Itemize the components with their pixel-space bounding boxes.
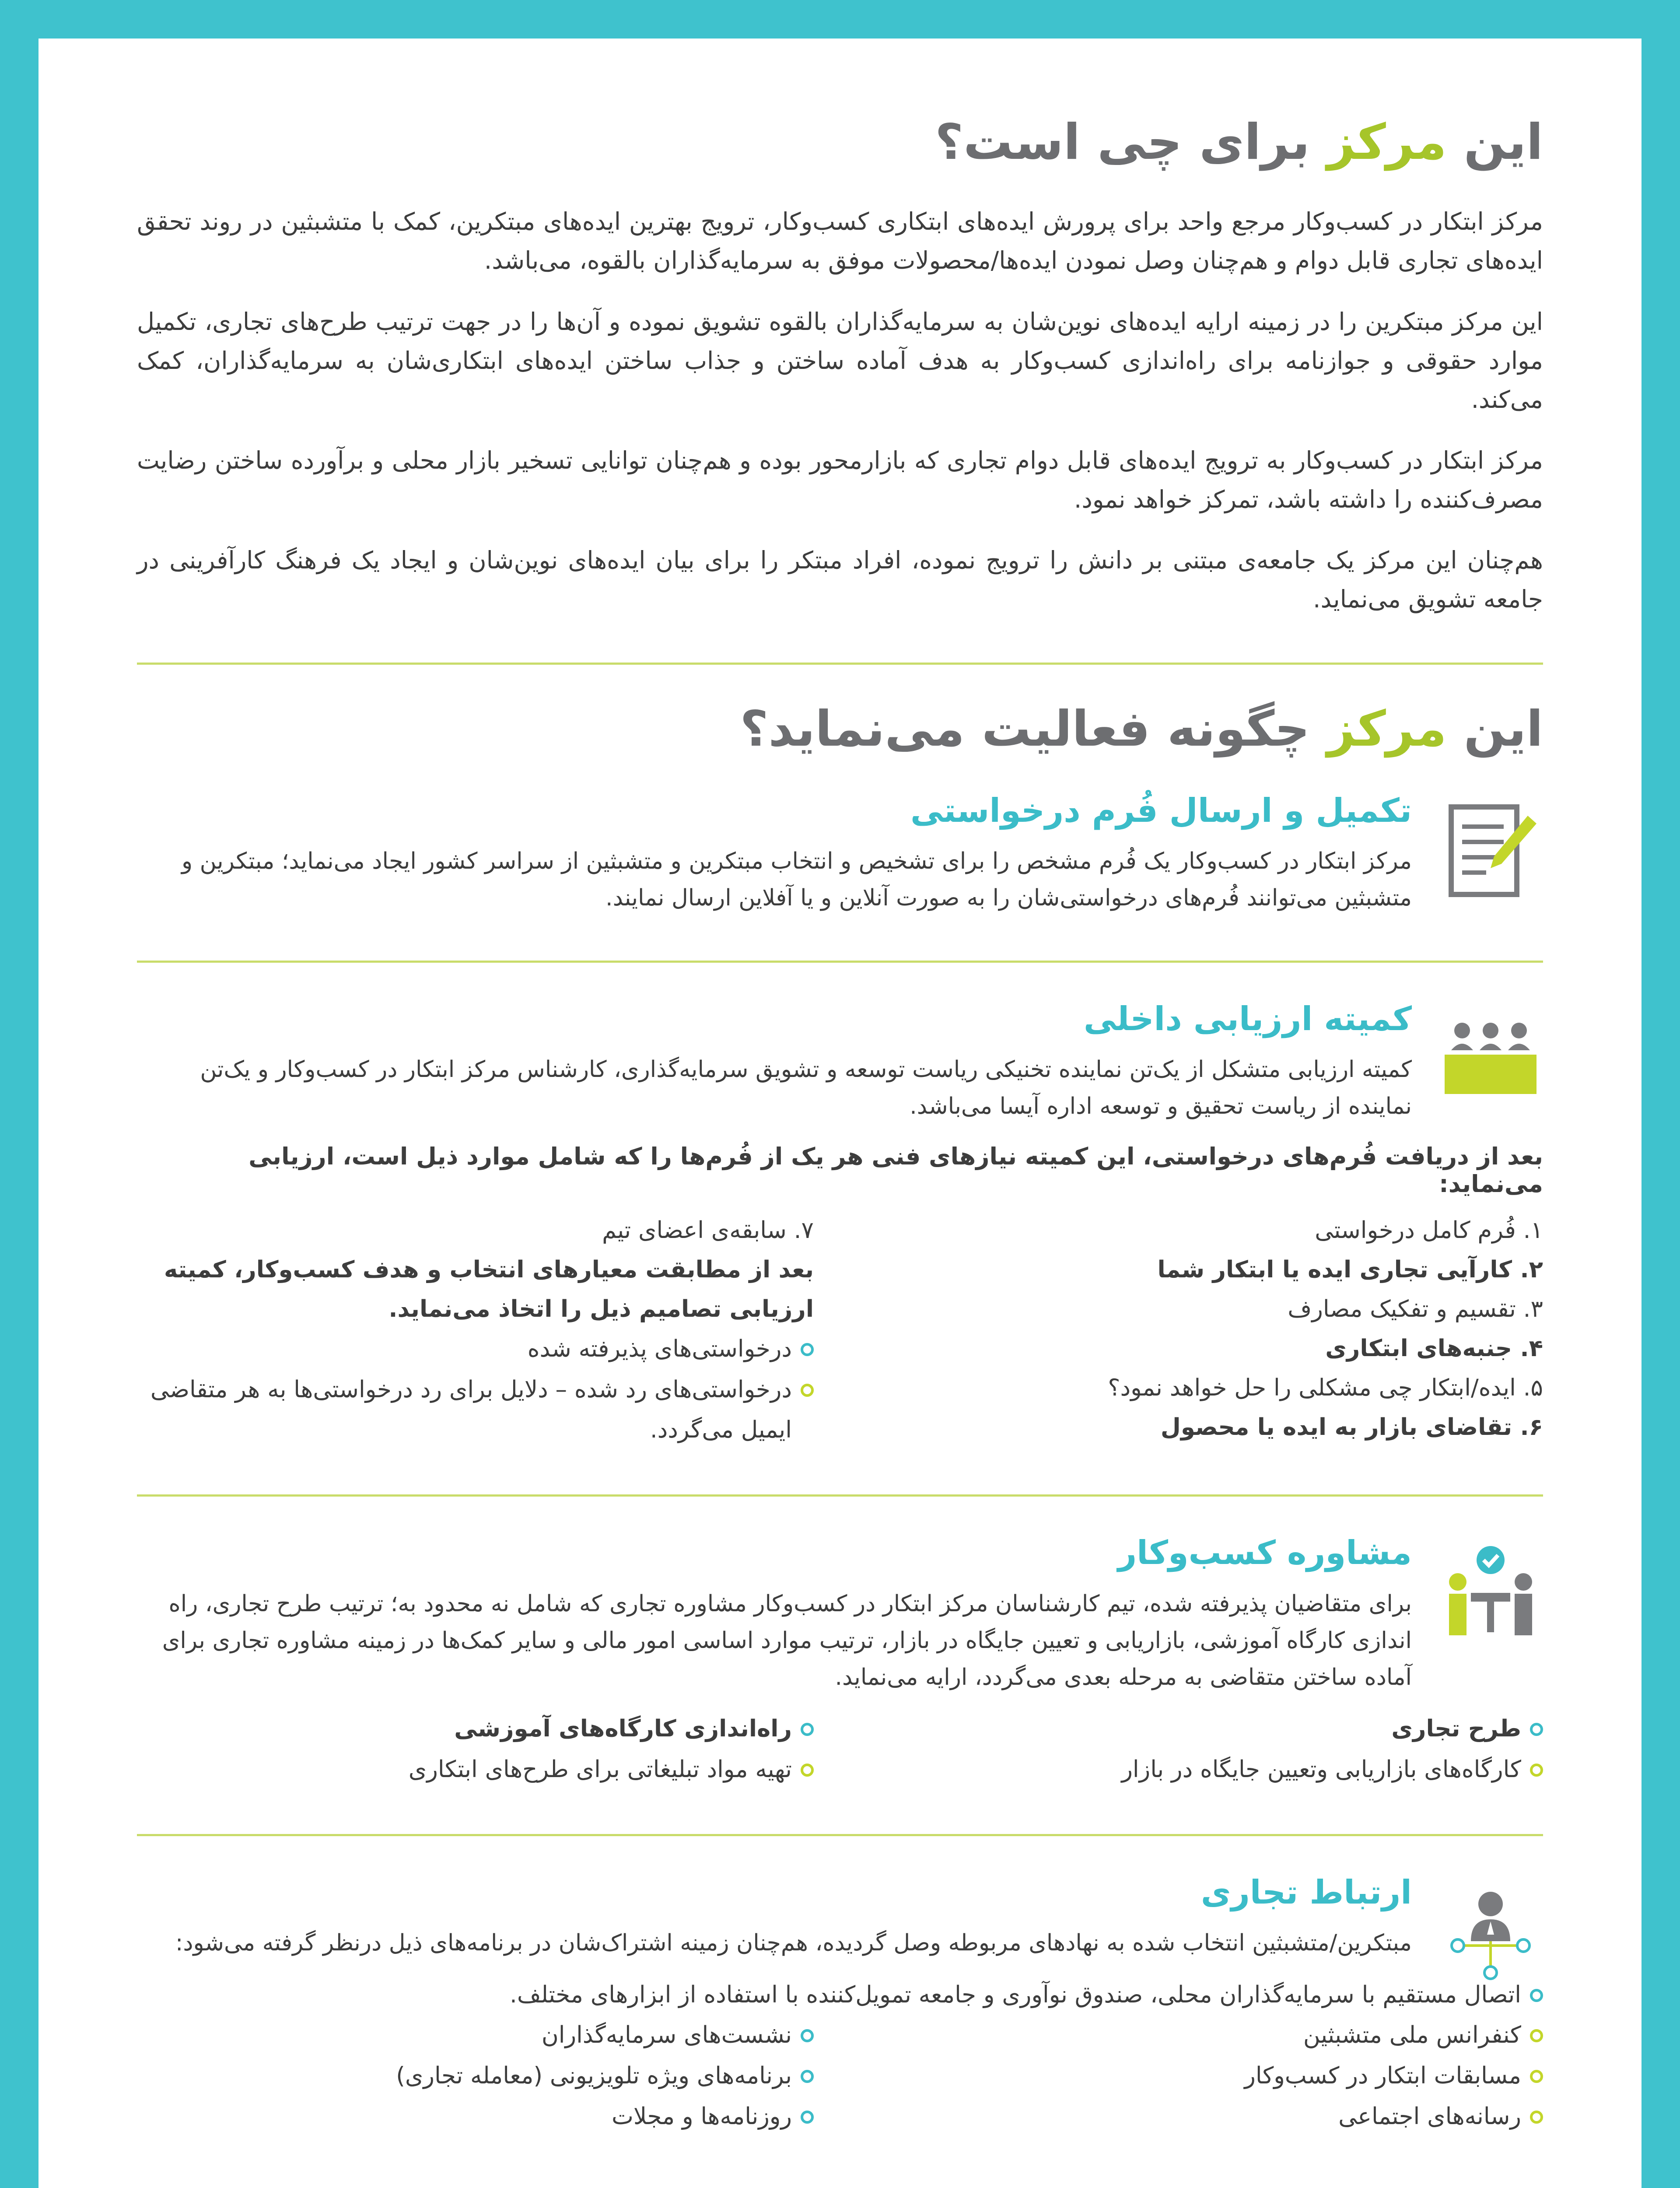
criterion-item: ۴. جنبه‌های ابتکاری [1325,1335,1543,1362]
list-item: اتصال مستقیم با سرمایه‌گذاران محلی، صندوق نوآوری و جامعه تمویل‌کننده با استفاده از ابزارهای مختلف. [137,1975,1543,2016]
title-text: برای چی است؟ [935,114,1327,171]
criteria-columns [137,1211,1543,1451]
consulting-icon [1438,1540,1543,1645]
paragraph: هم‌چنان این مرکز یک جامعه‌ی مبتنی بر دانش را ترویج نموده، افراد مبتکر را برای بیان ایده‌های نوین‌شان و ایجاد یک فرهنگ کارآفرینی در جامعه تشویق می‌نماید. [137,546,1543,614]
block-title: ارتباط تجاری [1200,1872,1412,1911]
block-title: کمیته ارزیابی داخلی [1084,999,1412,1038]
decision-lead: بعد از مطابقت معیارهای انتخاب و هدف کسب‌وکار، کمیته ارزیابی تصامیم ذیل را اتخاذ می‌نماید. [164,1256,814,1322]
list-item: طرح تجاری [866,1709,1543,1750]
list-item: درخواستی‌های پذیرفته شده [137,1329,814,1370]
linkage-full-item [137,1975,1543,2016]
criterion-item: ۳. تقسیم و تفکیک مصارف [1288,1295,1543,1322]
block-text: مرکز ابتکار در کسب‌وکار یک فُرم مشخص را برای تشخیص و انتخاب مبتکرین و متشبثین از سراسر کشور ایجاد می‌نماید؛ مبتکرین و متشبثین می‌توانند فُرم‌های درخواستی‌شان را به صورت آنلاین و یا آفلاین ارسال نمایند. [182,848,1412,912]
committee-icon [1438,1006,1543,1112]
section-title-purpose [137,113,1543,172]
criterion-item: ۱. فُرم کامل درخواستی [1315,1217,1543,1244]
decision-list [137,1329,814,1451]
block-text: مبتکرین/متشبثین انتخاب شده به نهادهای مربوطه وصل گردیده، هم‌چنان زمینه اشتراک‌شان در برنامه‌های ذیل درنظر گرفته می‌شود: [175,1930,1412,1957]
list-item: درخواستی‌های رد شده – دلایل برای رد درخواستی‌ها به هر متقاضی ایمیل می‌گردد. [137,1370,814,1451]
paragraph: مرکز ابتکار در کسب‌وکار مرجع واحد برای پرورش ایده‌های ابتکاری کسب‌وکار، ترویج بهترین ایده‌های مبتکرین، کمک با متشبثین در روند تحقق ایده‌های تجاری قابل دوام و هم‌چنان وصل نمودن ایده‌ها/محصولات موفق به سرمایه‌گذاران بالقوه، می‌باشد. [137,207,1543,275]
paragraph: مرکز ابتکار در کسب‌وکار به ترویج ایده‌های قابل دوام تجاری که بازارمحور بوده و هم‌چنان توانایی تسخیر بازار محلی و برآورده ساختن رضایت مصرف‌کننده را داشته باشد، تمرکز خواهد نمود. [137,446,1543,513]
divider [137,961,1543,963]
title-text: چگونه فعالیت می‌نماید؟ [740,701,1327,758]
block-title: تکمیل و ارسال فُرم درخواستی [910,791,1412,830]
block-title: مشاوره کسب‌وکار [1118,1533,1412,1572]
linkage-items [137,2015,1543,2137]
list-item: تهیه مواد تبلیغاتی برای طرح‌های ابتکاری [137,1750,814,1790]
linkage-list-right [866,2015,1543,2137]
network-icon [1438,1880,1543,1985]
criterion-item: ۶. تقاضای بازار به ایده یا محصول [1160,1414,1543,1441]
title-highlight: مرکز [1326,114,1447,171]
linkage-list-left [137,2015,814,2137]
divider [137,663,1543,665]
criterion-item: ۲. کارآیی تجاری ایده یا ابتکار شما [1157,1256,1543,1283]
paragraph: این مرکز مبتکرین را در زمینه ارایه ایده‌های نوین‌شان به سرمایه‌گذاران بالقوه تشویق نموده و آن‌ها را در جهت ترتیب طرح‌های تجاری، تکمیل موارد حقوقی و جوازنامه برای راه‌اندازی کسب‌وکار به هدف آماده ساختن و جذاب ساختن ایده‌های ابتکاری‌شان به سرمایه‌گذاران، کمک می‌کند. [137,307,1543,414]
list-item: نشست‌های سرمایه‌گذاران [137,2015,814,2056]
block-text: برای متقاضیان پذیرفته شده، تیم کارشناسان مرکز ابتکار در کسب‌وکار مشاوره تجاری که شامل نه محدود به؛ ترتیب طرح تجاری، راه اندازی کارگاه آموزشی، بازاریابی و تعیین جایگاه در بازار، ترتیب موارد اساسی امور مالی و سایر کمک‌ها در زمینه مشاوره تجاری برای آماده ساختن متقاضی به مرحله بعدی می‌گردد، ارایه می‌نماید. [162,1590,1412,1691]
block-text: کمیته ارزیابی متشکل از یک‌تن نماینده تخنیکی ریاست توسعه و تشویق سرمایه‌گذاری، کارشناس مرکز ابتکار در کسب‌وکار و یک‌تن نماینده از ریاست تحقیق و توسعه اداره آیسا می‌باشد. [200,1056,1412,1120]
section-title-how [137,700,1543,758]
criterion-item: ۵. ایده/ابتکار چی مشکلی را حل خواهد نمود؟ [1108,1374,1543,1401]
block-evaluation-committee [137,998,1543,1125]
list-item: کنفرانس ملی متشبثین [866,2015,1543,2056]
consulting-list-left [137,1709,814,1790]
title-text: این [1446,114,1543,171]
page [38,39,1642,2188]
list-item: راه‌اندازی کارگاه‌های آموزشی [137,1709,814,1750]
divider [137,1494,1543,1497]
block-business-consulting [137,1532,1543,1696]
consulting-items [137,1709,1543,1790]
block-business-linkage [137,1871,1543,1962]
form-icon [1438,798,1543,903]
criteria-column-right [866,1211,1543,1451]
criterion-item: ۷. سابقه‌ی اعضای تیم [602,1217,814,1244]
list-item: برنامه‌های ویژه تلویزیونی (معامله تجاری) [137,2056,814,2097]
list-item: رسانه‌های اجتماعی [866,2097,1543,2137]
list-item: مسابقات ابتکار در کسب‌وکار [866,2056,1543,2097]
title-highlight: مرکز [1326,701,1447,758]
list-item: روزنامه‌ها و مجلات [137,2097,814,2137]
list-item: کارگاه‌های بازاریابی وتعیین جایگاه در بازار [866,1750,1543,1790]
title-text: این [1446,701,1543,758]
consulting-list-right [866,1709,1543,1790]
divider [137,1834,1543,1836]
block-application-form [137,789,1543,917]
criteria-column-left [137,1211,814,1451]
criteria-lead: بعد از دریافت فُرم‌های درخواستی، این کمیته نیازهای فنی هر یک از فُرم‌ها را که شامل موارد ذیل است، ارزیابی می‌نماید: [248,1142,1543,1198]
